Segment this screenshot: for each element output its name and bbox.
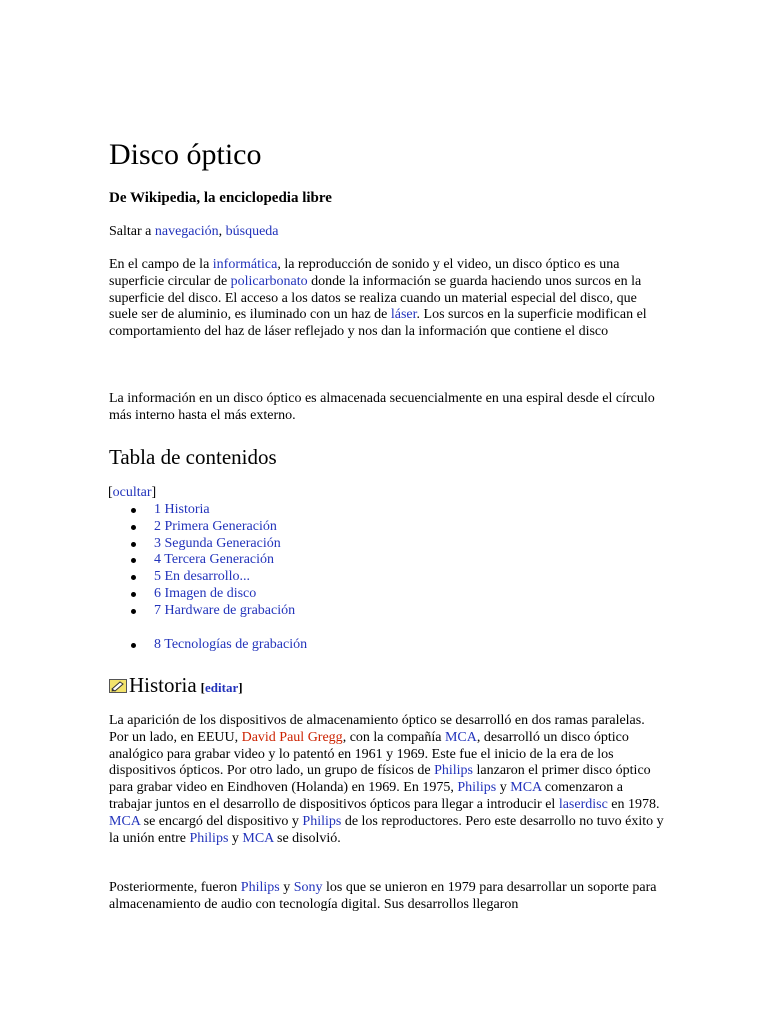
intro-text-4: . Los surcos en la superficie modifican el comportamiento del haz de láser reflejado y nos dan la información que contiene el disco xyxy=(109,307,647,340)
philips-link[interactable]: Philips xyxy=(189,830,229,846)
toc-hide-link[interactable]: ocultar xyxy=(112,485,152,500)
bullet-icon xyxy=(131,558,136,563)
historia-text: y xyxy=(279,880,294,895)
historia-text: y xyxy=(228,830,243,846)
historia-text: en 1978. xyxy=(607,796,660,812)
laserdisc-link[interactable]: laserdisc xyxy=(558,796,608,812)
toc-link-primera-generacion[interactable]: 2 Primera Generación xyxy=(154,519,277,534)
laser-link[interactable]: láser xyxy=(390,307,417,323)
historia-text: Posteriormente, fueron xyxy=(109,880,241,895)
toc-link-segunda-generacion[interactable]: 3 Segunda Generación xyxy=(154,536,281,551)
jump-navigation-link[interactable]: navegación xyxy=(154,224,219,239)
policarbonato-link[interactable]: policarbonato xyxy=(230,273,308,289)
philips-link[interactable]: Philips xyxy=(240,880,280,895)
intro-paragraph xyxy=(109,257,664,341)
toc-link-imagen-de-disco[interactable]: 6 Imagen de disco xyxy=(154,586,257,601)
historia-text: de los reproductores. Pero este desarrollo no tuvo éxito y la unión entre xyxy=(109,813,664,846)
bullet-icon xyxy=(131,592,136,597)
historia-paragraph-2 xyxy=(109,880,664,914)
philips-link[interactable]: Philips xyxy=(457,780,497,796)
toc-link-hardware-de-grabacion[interactable]: 7 Hardware de grabación xyxy=(154,603,296,618)
historia-text: los que se unieron en 1979 para desarrollar un soporte para almacenamiento de audio con tecnología digital. Sus desarrollos llegaron xyxy=(109,880,657,912)
edit-close-bracket: ] xyxy=(238,680,243,695)
edit-link[interactable]: editar xyxy=(205,680,239,695)
bullet-icon xyxy=(131,542,136,547)
page-subtitle: De Wikipedia, la enciclopedia libre xyxy=(109,190,332,206)
jump-separator: , xyxy=(218,224,226,239)
jump-prefix: Saltar a xyxy=(109,224,155,239)
mca-link[interactable]: MCA xyxy=(444,729,477,745)
toc-toggle-open-bracket: [ xyxy=(108,485,113,500)
intro-text-3: donde la información se guarda haciendo unos surcos en la superficie del disco. El acceso a los datos se realiza cuando un material especial del disco, que suele ser de aluminio, es iluminado con un haz de xyxy=(109,273,642,323)
bullet-icon xyxy=(131,525,136,530)
historia-text: y xyxy=(496,780,511,796)
storage-paragraph: La información en un disco óptico es almacenada secuencialmente en una espiral desde el círculo más interno hasta el más externo. xyxy=(109,391,655,423)
toc-link-en-desarrollo[interactable]: 5 En desarrollo... xyxy=(154,569,251,584)
david-paul-gregg-link[interactable]: David Paul Gregg xyxy=(241,729,343,745)
historia-text: se disolvió. xyxy=(273,830,341,846)
historia-text: , desarrolló un disco óptico analógico para grabar video y lo patentó en 1961 y 1969. Este fue el inicio de la era de los dispositivos ópticos. Por otro lado, un grupo de físicos de xyxy=(109,729,629,779)
edit-open-bracket: [ xyxy=(200,680,205,695)
mca-link[interactable]: MCA xyxy=(510,780,542,796)
historia-text: , con la compañía xyxy=(342,729,445,745)
historia-paragraph-1 xyxy=(109,713,664,847)
intro-text-2: , la reproducción de sonido y el video, un disco óptico es una superficie circular de xyxy=(109,257,620,289)
mca-link[interactable]: MCA xyxy=(242,830,274,846)
toc-link-tecnologias-de-grabacion[interactable]: 8 Tecnologías de grabación xyxy=(154,637,308,652)
page-title: Disco óptico xyxy=(109,138,262,171)
toc-toggle xyxy=(108,485,156,502)
mca-link[interactable]: MCA xyxy=(109,813,141,829)
bullet-icon xyxy=(131,609,136,614)
toc-title: Tabla de contenidos xyxy=(109,445,277,469)
edit-section xyxy=(201,680,243,695)
intro-text-1: En el campo de la xyxy=(109,257,213,272)
toc-toggle-close-bracket: ] xyxy=(151,485,157,500)
bullet-icon xyxy=(131,575,136,580)
jump-links xyxy=(109,223,279,241)
historia-text: La aparición de los dispositivos de almacenamiento óptico se desarrolló en dos ramas paralelas. Por un lado, en EEUU, xyxy=(109,713,645,745)
historia-heading-text: Historia xyxy=(129,673,197,697)
jump-search-link[interactable]: búsqueda xyxy=(225,224,279,239)
bullet-icon xyxy=(131,508,136,513)
historia-heading xyxy=(109,672,243,701)
philips-link[interactable]: Philips xyxy=(302,813,342,829)
historia-text: se encargó del dispositivo y xyxy=(140,813,303,829)
edit-pencil-icon xyxy=(109,673,127,687)
historia-text: lanzaron el primer disco óptico para grabar video en Eindhoven (Holanda) en 1969. En 1975, xyxy=(109,763,651,796)
informatica-link[interactable]: informática xyxy=(212,257,278,272)
toc-link-historia[interactable]: 1 Historia xyxy=(154,502,210,517)
philips-link[interactable]: Philips xyxy=(434,763,473,779)
historia-text: comenzaron a trabajar juntos en el desarrollo de dispositivos ópticos para llegar a introducir el xyxy=(109,780,623,812)
bullet-icon xyxy=(131,643,136,648)
sony-link[interactable]: Sony xyxy=(293,880,323,895)
toc-link-tercera-generacion[interactable]: 4 Tercera Generación xyxy=(154,552,275,567)
